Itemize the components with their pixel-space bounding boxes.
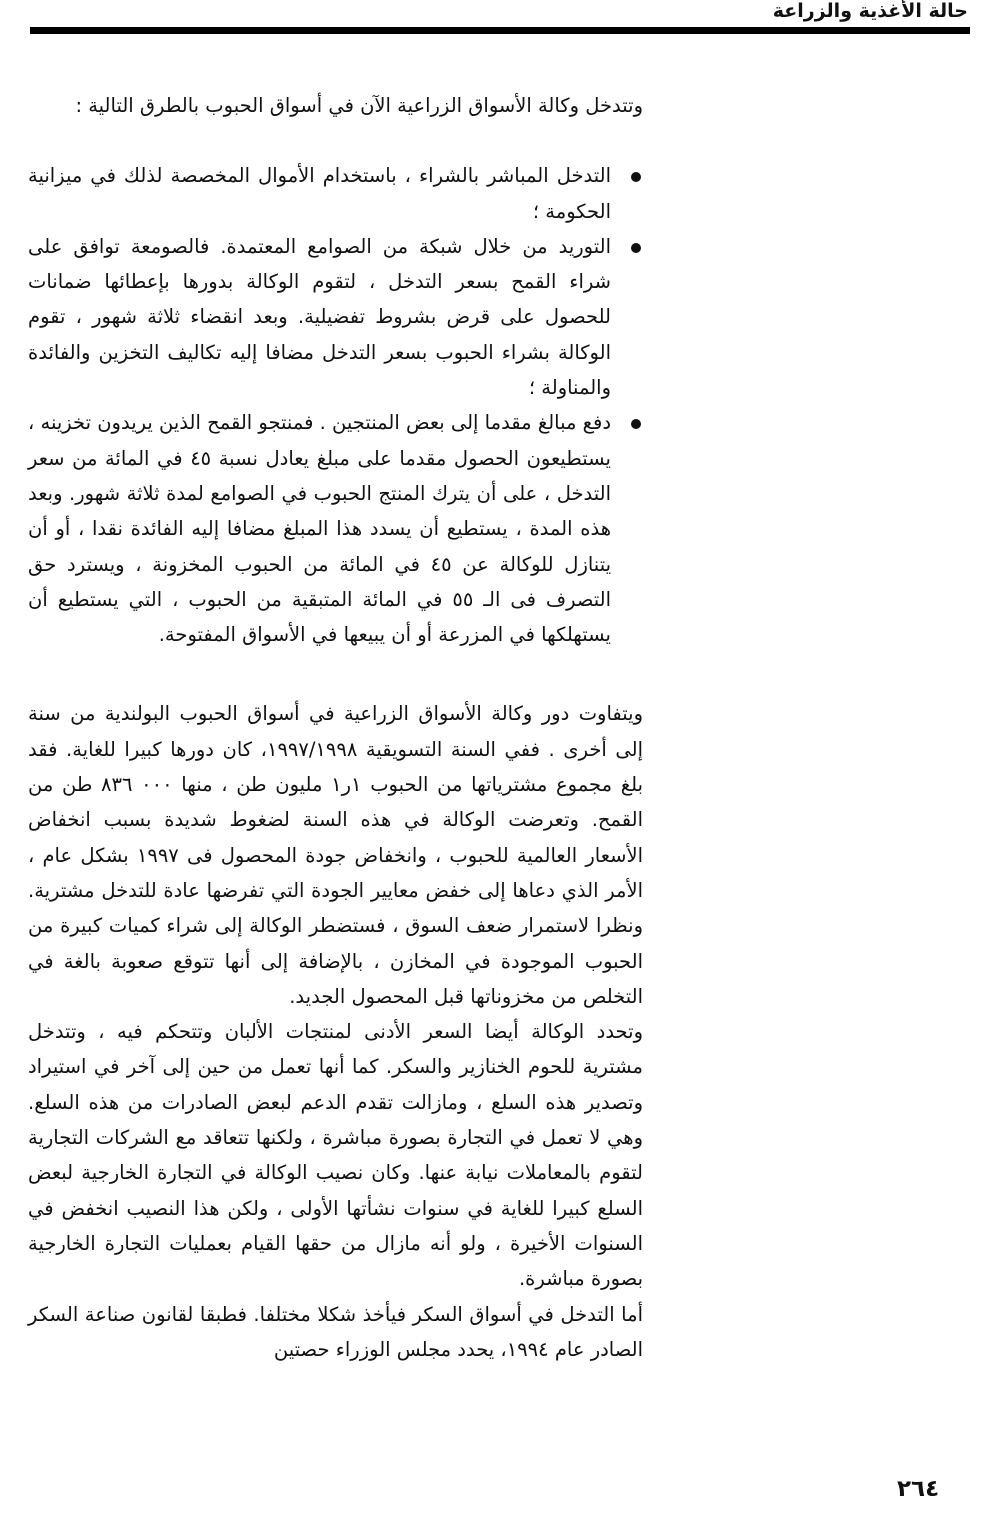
bullet-icon xyxy=(631,419,641,429)
paragraph: ويتفاوت دور وكالة الأسواق الزراعية في أسواق الحبوب البولندية من سنة إلى أخرى . ففي السنة التسويقية ١٩٩٧/١٩٩٨، كان دورها كبيرا للغاية. فقد بلغ مجموع مشترياتها من الحبوب ١ر١ مليون طن ، منها ٠٠٠ ٨٣٦ طن من القمح. وتعرضت الوكالة في هذه السنة لضغوط شديدة بسبب انخفاض الأسعار العالمية للحبوب ، وانخفاض جودة المحصول فى ١٩٩٧ بشكل عام ، الأمر الذي دعاها إلى خفض معايير الجودة التي تفرضها عادة للتدخل مشترية. ونظرا لاستمرار ضعف السوق ، فستضطر الوكالة إلى شراء كميات كبيرة من الحبوب الموجودة في المخازن ، بالإضافة إلى أنها تتوقع صعوبة بالغة في التخلص من مخزوناتها قبل المحصول الجديد. xyxy=(28,702,643,1008)
bullet-text: التدخل المباشر بالشراء ، باستخدام الأموال المخصصة لذلك في ميزانية الحكومة ؛ xyxy=(28,164,611,223)
header-rule xyxy=(30,27,970,34)
paragraph: وتحدد الوكالة أيضا السعر الأدنى لمنتجات الألبان وتتحكم فيه ، وتتدخل مشترية للحوم الخنازير والسكر. كما أنها تعمل من حين إلى آخر في استيراد وتصدير هذه السلع ، ومازالت تقدم الدعم لبعض الصادرات من هذه السلع. وهي لا تعمل في التجارة بصورة مباشرة ، ولكنها تتعاقد مع الشركات التجارية لتقوم بالمعاملات نيابة عنها. وكان نصيب الوكالة في التجارة الخارجية لبعض السلع كبيرا للغاية في سنوات نشأتها الأولى ، ولكن هذا النصيب انخفض في السنوات الأخيرة ، ولو أنه مازال من حقها القيام بعمليات التجارة الخارجية بصورة مباشرة. xyxy=(28,1020,643,1291)
bullet-text: دفع مبالغ مقدما إلى بعض المنتجين . فمنتجو القمح الذين يريدون تخزينه ، يستطيعون الحصول مقدما على مبلغ يعادل نسبة ٤٥ في المائة من سعر التدخل ، على أن يترك المنتج الحبوب في الصوامع لمدة ثلاثة شهور. وبعد هذه المدة ، يستطيع أن يسدد هذا المبلغ مضافا إليه الفائدة نقدا ، أو أن يتنازل للوكالة عن ٤٥ في المائة من الحبوب المخزونة ، ويسترد حق التصرف فى الـ ٥٥ في المائة المتبقية من الحبوب ، التي يستطيع أن يستهلكها في المزرعة أو أن يبيعها في الأسواق المفتوحة. xyxy=(28,411,612,647)
bullet-icon xyxy=(631,243,641,253)
bullet-text: التوريد من خلال شبكة من الصوامع المعتمدة. فالصومعة توافق على شراء القمح بسعر التدخل ، لتقوم الوكالة بدورها بإعطائها ضمانات للحصول على قرض بشروط تفضيلية. وبعد انقضاء ثلاثة شهور ، تقوم الوكالة بشراء الحبوب بسعر التدخل مضافا إليه تكاليف التخزين والفائدة والمناولة ؛ xyxy=(28,234,611,400)
paragraph: أما التدخل في أسواق السكر فيأخذ شكلا مختلفا. فطبقا لقانون صناعة السكر الصادر عام ١٩٩٤، يحدد مجلس الوزراء حصتين xyxy=(28,1302,643,1361)
bullet-list xyxy=(28,158,643,652)
list-item xyxy=(28,229,643,405)
bullet-icon xyxy=(631,172,641,182)
list-item xyxy=(28,405,643,652)
page-number: ٢٦٤ xyxy=(897,1476,940,1502)
list-item xyxy=(28,158,643,229)
body-text xyxy=(28,88,643,1367)
running-title: حالة الأغذية والزراعة xyxy=(772,0,968,22)
intro-paragraph: وتتدخل وكالة الأسواق الزراعية الآن في أسواق الحبوب بالطرق التالية : xyxy=(75,94,643,117)
